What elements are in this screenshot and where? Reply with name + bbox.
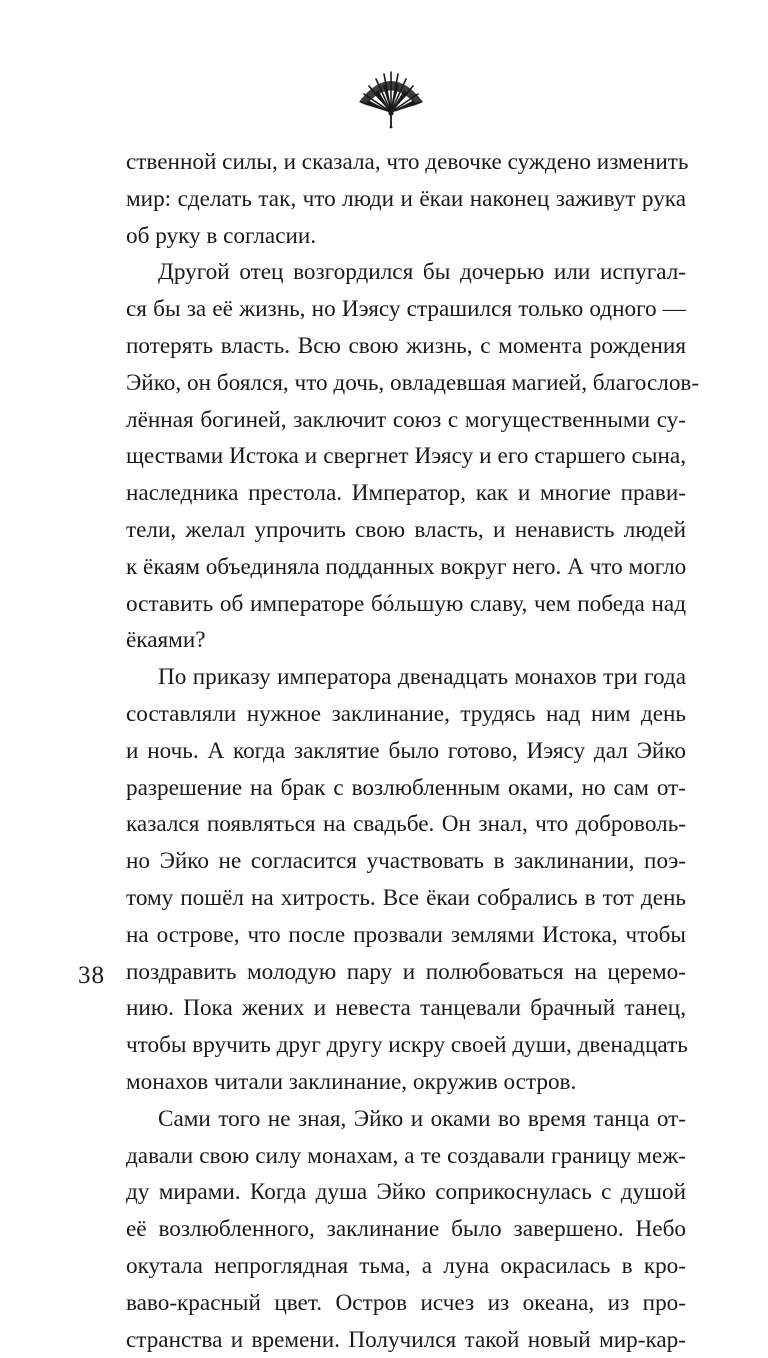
text-line: ёкаями? — [126, 622, 686, 659]
text-line: составляли нужное заклинание, трудясь над ним день — [126, 696, 686, 733]
text-line: ществами Истока и свергнет Иэясу и его старшего сына, — [126, 438, 686, 475]
text-line: потерять власть. Всю свою жизнь, с момента рождения — [126, 328, 686, 365]
text-line: поздравить молодую пару и полюбоваться на церемо- — [126, 954, 686, 991]
body-text — [126, 144, 686, 1358]
text-line: чтобы вручить друг другу искру своей души, двенадцать — [126, 1027, 686, 1064]
text-line: тели, желал упрочить свою власть, и ненависть людей — [126, 512, 686, 549]
text-line: ваво-красный цвет. Остров исчез из океана, из про- — [126, 1285, 686, 1322]
text-line: но Эйко не согласится участвовать в заклинании, поэ- — [126, 843, 686, 880]
text-line: казался появляться на свадьбе. Он знал, что доброволь- — [126, 806, 686, 843]
text-line: об руку в согласии. — [126, 218, 686, 255]
text-line: к ёкаям объединяла подданных вокруг него. А что могло — [126, 549, 686, 586]
text-line: Сами того не зная, Эйко и оками во время танца от- — [126, 1101, 686, 1138]
text-line: ся бы за её жизнь, но Иэясу страшился только одного — — [126, 291, 686, 328]
text-line: нию. Пока жених и невеста танцевали брачный танец, — [126, 990, 686, 1027]
text-line: Эйко, он боялся, что дочь, овладевшая магией, благослов- — [126, 365, 686, 402]
text-line: Другой отец возгордился бы дочерью или испугал- — [126, 254, 686, 291]
text-line: наследника престола. Император, как и многие прави- — [126, 475, 686, 512]
text-line: оставить об императоре бóльшую славу, чем победа над — [126, 586, 686, 623]
text-line: странства и времени. Получился такой новый мир-кар- — [126, 1322, 686, 1358]
text-line: разрешение на брак с возлюбленным оками, но сам от- — [126, 770, 686, 807]
text-line: монахов читали заклинание, окружив остров. — [126, 1064, 686, 1101]
text-line: на острове, что после прозвали землями Истока, чтобы — [126, 917, 686, 954]
text-line: окутала непроглядная тьма, а луна окрасилась в кро- — [126, 1248, 686, 1285]
text-line: ственной силы, и сказала, что девочке суждено изменить — [126, 144, 686, 181]
text-line: тому пошёл на хитрость. Все ёкаи собрались в тот день — [126, 880, 686, 917]
text-line: её возлюбленного, заклинание было завершено. Небо — [126, 1211, 686, 1248]
text-line: давали свою силу монахам, а те создавали границу меж- — [126, 1138, 686, 1175]
text-line: По приказу императора двенадцать монахов три года — [126, 659, 686, 696]
page-number: 38 — [78, 958, 105, 994]
text-line: мир: сделать так, что люди и ёкаи наконец заживут рука — [126, 181, 686, 218]
text-line: лённая богиней, заключит союз с могущественными су- — [126, 402, 686, 439]
text-line: и ночь. А когда заклятие было готово, Иэясу дал Эйко — [126, 733, 686, 770]
folding-fan-icon — [356, 66, 426, 130]
text-line: ду мирами. Когда душа Эйко соприкоснулась с душой — [126, 1174, 686, 1211]
